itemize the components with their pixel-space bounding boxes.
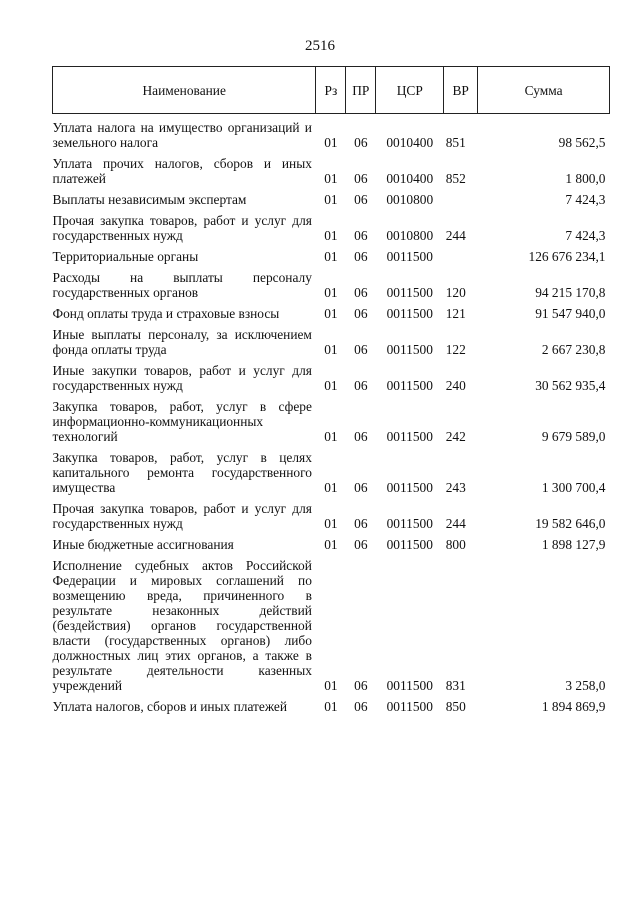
table-row (53, 249, 610, 264)
row-pr: 06 (354, 171, 368, 186)
row-pr: 06 (354, 192, 368, 207)
row-csr: 0011500 (386, 249, 433, 264)
row-vr: 122 (445, 342, 466, 357)
row-csr: 0011500 (386, 306, 433, 321)
header-sum: Сумма (478, 67, 610, 114)
row-vr: 244 (445, 228, 466, 243)
row-vr: 850 (445, 699, 466, 714)
row-csr: 0011500 (386, 699, 433, 714)
row-rz: 01 (324, 192, 338, 207)
budget-table (52, 66, 610, 714)
row-name: Закупка товаров, работ, услуг в сфере информационно-коммуникационных технологий (52, 399, 312, 444)
row-csr: 0011500 (386, 285, 433, 300)
row-csr: 0011500 (386, 429, 433, 444)
row-sum: 1 300 700,4 (541, 480, 606, 495)
table-row (53, 270, 610, 300)
row-csr: 0010800 (386, 192, 434, 207)
table-row (53, 327, 610, 357)
row-sum: 9 679 589,0 (541, 429, 606, 444)
row-rz: 01 (324, 516, 338, 531)
header-name: Наименование (53, 67, 316, 114)
row-rz: 01 (324, 342, 338, 357)
table-row (53, 699, 610, 714)
row-pr: 06 (354, 537, 368, 552)
table-row (53, 192, 610, 207)
row-sum: 126 676 234,1 (528, 249, 606, 264)
row-rz: 01 (324, 249, 338, 264)
table-row (53, 450, 610, 495)
row-vr: 800 (445, 537, 466, 552)
row-rz: 01 (324, 480, 338, 495)
row-sum: 7 424,3 (565, 228, 606, 243)
table-row (53, 363, 610, 393)
row-vr: 244 (445, 516, 466, 531)
header-csr: ЦСР (376, 67, 444, 114)
row-pr: 06 (354, 480, 368, 495)
row-sum: 2 667 230,8 (541, 342, 606, 357)
table-row (53, 399, 610, 444)
table-header (53, 67, 610, 114)
row-name: Фонд оплаты труда и страховые взносы (52, 306, 280, 321)
row-name: Исполнение судебных актов Российской Федерации и мировых соглашений по возмещению вреда, причиненного в результате незаконных действий (бездействия) органов государственной власти (государственных органов) либо должностных лиц этих органов, а также в результате деятельности казенных учреждений (52, 558, 312, 693)
row-csr: 0010400 (386, 135, 434, 150)
row-rz: 01 (324, 678, 338, 693)
table-row (53, 537, 610, 552)
row-csr: 0011500 (386, 378, 433, 393)
row-pr: 06 (354, 285, 368, 300)
row-name: Расходы на выплаты персоналу государственных органов (52, 270, 312, 300)
row-vr: 120 (445, 285, 466, 300)
table-row (53, 213, 610, 243)
row-sum: 3 258,0 (565, 678, 606, 693)
table-row (53, 306, 610, 321)
row-name: Уплата налога на имущество организаций и земельного налога (52, 120, 312, 150)
header-pr: ПР (346, 67, 376, 114)
table-row (53, 120, 610, 150)
row-vr: 243 (445, 480, 466, 495)
row-csr: 0010800 (386, 228, 434, 243)
row-sum: 98 562,5 (558, 135, 606, 150)
header-vr: ВР (444, 67, 478, 114)
row-csr: 0011500 (386, 480, 433, 495)
row-vr (444, 192, 478, 207)
header-rz: Рз (316, 67, 346, 114)
row-name: Уплата прочих налогов, сборов и иных платежей (52, 156, 312, 186)
table-body (53, 114, 610, 715)
row-rz: 01 (324, 429, 338, 444)
row-name: Выплаты независимым экспертам (52, 192, 247, 207)
row-vr: 240 (445, 378, 466, 393)
row-pr: 06 (354, 249, 368, 264)
row-name: Иные бюджетные ассигнования (52, 537, 234, 552)
row-name: Прочая закупка товаров, работ и услуг для государственных нужд (52, 501, 312, 531)
row-sum: 91 547 940,0 (535, 306, 606, 321)
row-sum: 19 582 646,0 (535, 516, 606, 531)
row-csr: 0011500 (386, 537, 433, 552)
row-pr: 06 (354, 135, 368, 150)
row-pr: 06 (354, 678, 368, 693)
row-sum: 30 562 935,4 (535, 378, 606, 393)
row-pr: 06 (354, 516, 368, 531)
table-row (53, 156, 610, 186)
row-name: Уплата налогов, сборов и иных платежей (52, 699, 288, 714)
row-name: Территориальные органы (52, 249, 199, 264)
page-number: 2516 (305, 38, 335, 54)
row-pr: 06 (354, 378, 368, 393)
row-csr: 0011500 (386, 678, 433, 693)
row-csr: 0010400 (386, 171, 434, 186)
row-rz: 01 (324, 171, 338, 186)
row-rz: 01 (324, 306, 338, 321)
row-sum: 1 800,0 (565, 171, 606, 186)
row-sum: 1 898 127,9 (541, 537, 606, 552)
row-pr: 06 (354, 228, 368, 243)
row-rz: 01 (324, 378, 338, 393)
row-name: Иные закупки товаров, работ и услуг для государственных нужд (52, 363, 312, 393)
row-vr: 831 (445, 678, 466, 693)
row-csr: 0011500 (386, 342, 433, 357)
row-rz: 01 (324, 699, 338, 714)
row-pr: 06 (354, 342, 368, 357)
table-row (53, 558, 610, 693)
row-name: Прочая закупка товаров, работ и услуг для государственных нужд (52, 213, 312, 243)
row-name: Закупка товаров, работ, услуг в целях капитального ремонта государственного имущества (52, 450, 312, 495)
row-vr: 851 (445, 135, 466, 150)
row-vr: 121 (445, 306, 466, 321)
row-sum: 1 894 869,9 (541, 699, 606, 714)
table-row (53, 501, 610, 531)
row-rz: 01 (324, 537, 338, 552)
row-sum: 94 215 170,8 (535, 285, 606, 300)
row-sum: 7 424,3 (565, 192, 606, 207)
row-vr: 242 (445, 429, 466, 444)
row-vr (444, 249, 478, 264)
row-pr: 06 (354, 306, 368, 321)
row-pr: 06 (354, 429, 368, 444)
row-rz: 01 (324, 285, 338, 300)
row-pr: 06 (354, 699, 368, 714)
row-rz: 01 (324, 135, 338, 150)
row-name: Иные выплаты персоналу, за исключением фонда оплаты труда (52, 327, 312, 357)
row-csr: 0011500 (386, 516, 433, 531)
row-vr: 852 (445, 171, 466, 186)
row-rz: 01 (324, 228, 338, 243)
